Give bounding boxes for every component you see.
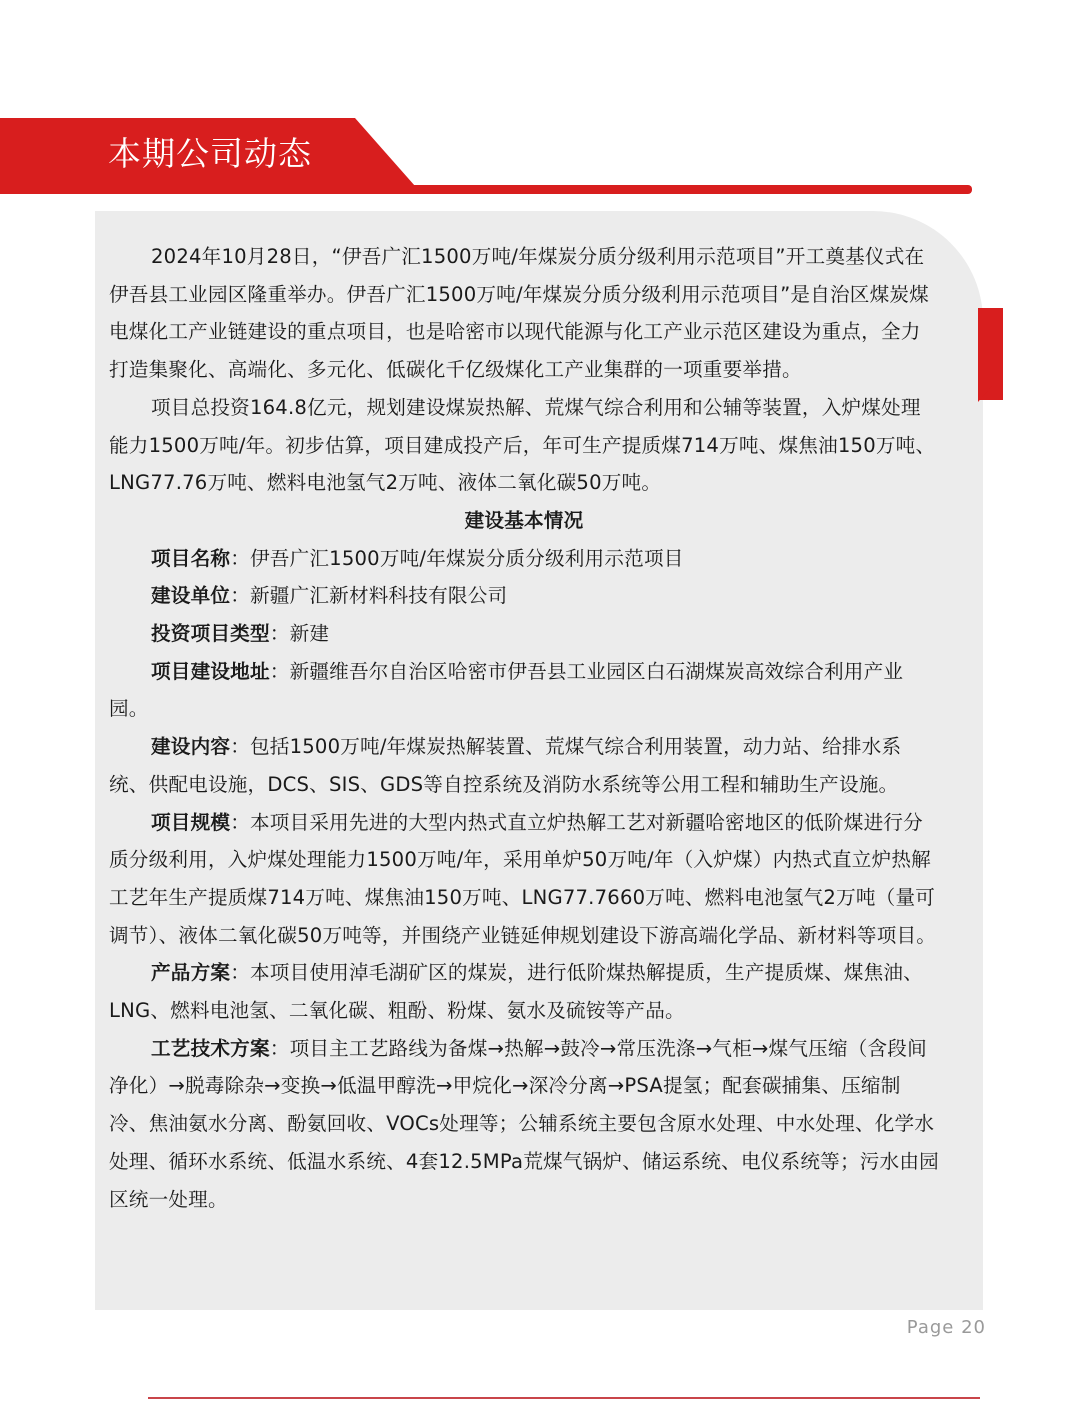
info-label: 工艺技术方案 <box>151 1036 270 1060</box>
article-body <box>109 238 939 1218</box>
footer-divider <box>148 1397 980 1399</box>
info-separator: ： <box>230 584 250 608</box>
investment-paragraph: 项目总投资164.8亿元，规划建设煤炭热解、荒煤气综合利用和公辅等装置，入炉煤处理能力1500万吨/年。初步估算，项目建成投产后，年可生产提质煤714万吨、煤焦油150万吨、LNG77.76万吨、燃料电池氢气2万吨、液体二氧化碳50万吨。 <box>109 395 936 495</box>
info-label: 项目名称 <box>151 546 231 570</box>
page-number: Page 20 <box>906 1317 986 1338</box>
info-separator: ： <box>230 810 250 834</box>
info-item-address <box>109 653 939 728</box>
info-label: 项目建设地址 <box>151 659 270 683</box>
intro-paragraph: 2024年10月28日，“伊吾广汇1500万吨/年煤炭分质分级利用示范项目”开工奠基仪式在伊吾县工业园区隆重举办。伊吾广汇1500万吨/年煤炭分质分级利用示范项目”是自治区煤炭煤电煤化工产业链建设的重点项目，也是哈密市以现代能源与化工产业示范区建设为重点，全力打造集聚化、高端化、多元化、低碳化千亿级煤化工产业集群的一项重要举措。 <box>109 245 929 382</box>
info-value: 新建 <box>289 622 330 646</box>
info-value: 伊吾广汇1500万吨/年煤炭分质分级利用示范项目 <box>249 546 684 570</box>
info-label: 项目规模 <box>151 810 231 834</box>
info-item-scale <box>109 804 939 955</box>
header-divider <box>0 185 972 194</box>
info-label: 建设内容 <box>151 735 231 759</box>
info-label: 投资项目类型 <box>151 622 270 646</box>
info-value: 本项目采用先进的大型内热式直立炉热解工艺对新疆哈密地区的低阶煤进行分质分级利用，入炉煤处理能力1500万吨/年，采用单炉50万吨/年（入炉煤）内热式直立炉热解工艺年生产提质煤714万吨、煤焦油150万吨、LNG77.7660万吨、燃料电池氢气2万吨（量可调节）、液体二氧化碳50万吨等，并围绕产业链延伸规划建设下游高端化学品、新材料等项目。 <box>109 810 937 947</box>
info-value: 新疆广汇新材料科技有限公司 <box>249 584 508 608</box>
info-label: 建设单位 <box>151 584 231 608</box>
info-item-project-name <box>109 540 939 578</box>
info-separator: ： <box>269 659 290 683</box>
info-item-project-type <box>109 615 939 653</box>
info-separator: ： <box>230 735 250 759</box>
section-heading: 建设基本情况 <box>464 508 584 532</box>
info-separator: ： <box>230 961 250 985</box>
info-value: 包括1500万吨/年煤炭热解装置、荒煤气综合利用装置，动力站、给排水系统、供配电设施，DCS、SIS、GDS等自控系统及消防水系统等公用工程和辅助生产设施。 <box>109 735 902 796</box>
info-item-process <box>109 1030 939 1219</box>
info-value: 项目主工艺路线为备煤→热解→鼓冷→常压洗涤→气柜→煤气压缩（含段间净化）→脱毒除杂→变换→低温甲醇洗→甲烷化→深冷分离→PSA提氢；配套碳捕集、压缩制冷、焦油氨水分离、酚氨回收、VOCs处理等；公辅系统主要包含原水处理、中水处理、化学水处理、循环水系统、低温水系统、4套12.5MPa荒煤气锅炉、储运系统、电仪系统等；污水由园区统一处理。 <box>109 1036 939 1211</box>
info-item-content <box>109 728 939 803</box>
page-section-title: 本期公司动态 <box>108 134 312 173</box>
info-separator: ： <box>230 546 250 570</box>
info-label: 产品方案 <box>151 961 231 985</box>
info-separator: ： <box>269 622 290 646</box>
side-tab-tail <box>978 386 992 402</box>
info-separator: ： <box>269 1036 290 1060</box>
info-item-builder <box>109 577 939 615</box>
info-value: 新疆维吾尔自治区哈密市伊吾县工业园区白石湖煤炭高效综合利用产业园。 <box>109 659 904 721</box>
info-item-products <box>109 954 939 1029</box>
info-value: 本项目使用淖毛湖矿区的煤炭，进行低阶煤热解提质，生产提质煤、煤焦油、LNG、燃料电池氢、二氧化碳、粗酚、粉煤、氨水及硫铵等产品。 <box>109 961 923 1023</box>
